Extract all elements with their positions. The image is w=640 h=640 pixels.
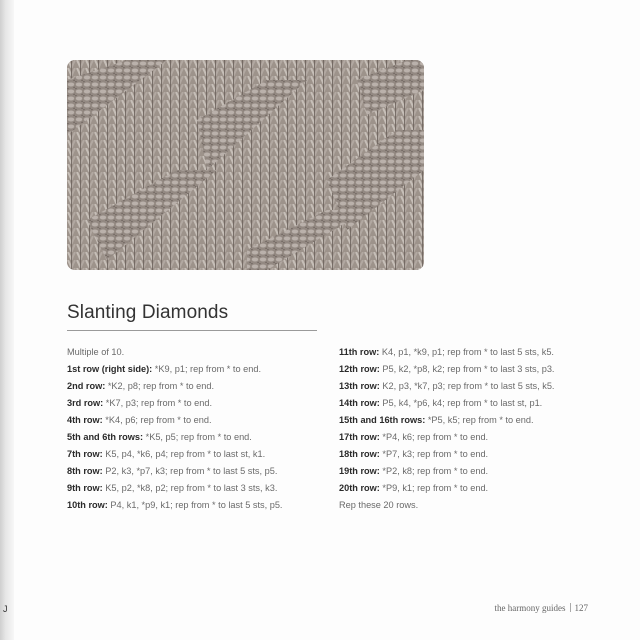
instruction-line: Multiple of 10. [67, 347, 125, 357]
instruction-line: 15th and 16th rows: *P5, k5; rep from * to end. [339, 415, 534, 425]
instruction-line: 11th row: K4, p1, *k9, p1; rep from * to last 5 sts, k5. [339, 347, 554, 357]
pattern-title: Slanting Diamonds [67, 302, 229, 323]
page-footer [495, 603, 589, 613]
instruction-line: 3rd row: *K7, p3; rep from * to end. [67, 398, 213, 408]
instructions-left-column [67, 344, 332, 514]
instruction-line: 2nd row: *K2, p8; rep from * to end. [67, 381, 215, 391]
instruction-line: 13th row: K2, p3, *k7, p3; rep from * to last 5 sts, k5. [339, 381, 555, 391]
instruction-line: 9th row: K5, p2, *k8, p2; rep from * to last 3 sts, k3. [67, 483, 278, 493]
title-underline [67, 330, 317, 331]
knit-swatch-image [67, 60, 424, 270]
instruction-line: 12th row: P5, k2, *p8, k2; rep from * to last 3 sts, p3. [339, 364, 555, 374]
instruction-line: 17th row: *P4, k6; rep from * to end. [339, 432, 489, 442]
footer-divider [570, 603, 571, 612]
instruction-line: 19th row: *P2, k8; rep from * to end. [339, 466, 489, 476]
instruction-line: 18th row: *P7, k3; rep from * to end. [339, 449, 489, 459]
instruction-line: 4th row: *K4, p6; rep from * to end. [67, 415, 212, 425]
binder-mark: J [3, 604, 8, 614]
instruction-line: 8th row: P2, k3, *p7, k3; rep from * to last 5 sts, p5. [67, 466, 278, 476]
instruction-line: Rep these 20 rows. [339, 500, 419, 510]
instruction-line: 14th row: P5, k4, *p6, k4; rep from * to last st, p1. [339, 398, 543, 408]
instruction-line: 5th and 6th rows: *K5, p5; rep from * to end. [67, 432, 252, 442]
instruction-line: 7th row: K5, p4, *k6, p4; rep from * to last st, k1. [67, 449, 266, 459]
instruction-line: 20th row: *P9, k1; rep from * to end. [339, 483, 489, 493]
instructions-right-column [339, 344, 614, 514]
book-title: the harmony guides [494, 603, 566, 613]
knit-swatch-photo [67, 60, 424, 270]
instruction-line: 10th row: P4, k1, *p9, k1; rep from * to last 5 sts, p5. [67, 500, 283, 510]
instruction-line: 1st row (right side): *K9, p1; rep from * to end. [67, 364, 262, 374]
page-gutter [0, 0, 14, 640]
page-number: 127 [574, 603, 588, 613]
